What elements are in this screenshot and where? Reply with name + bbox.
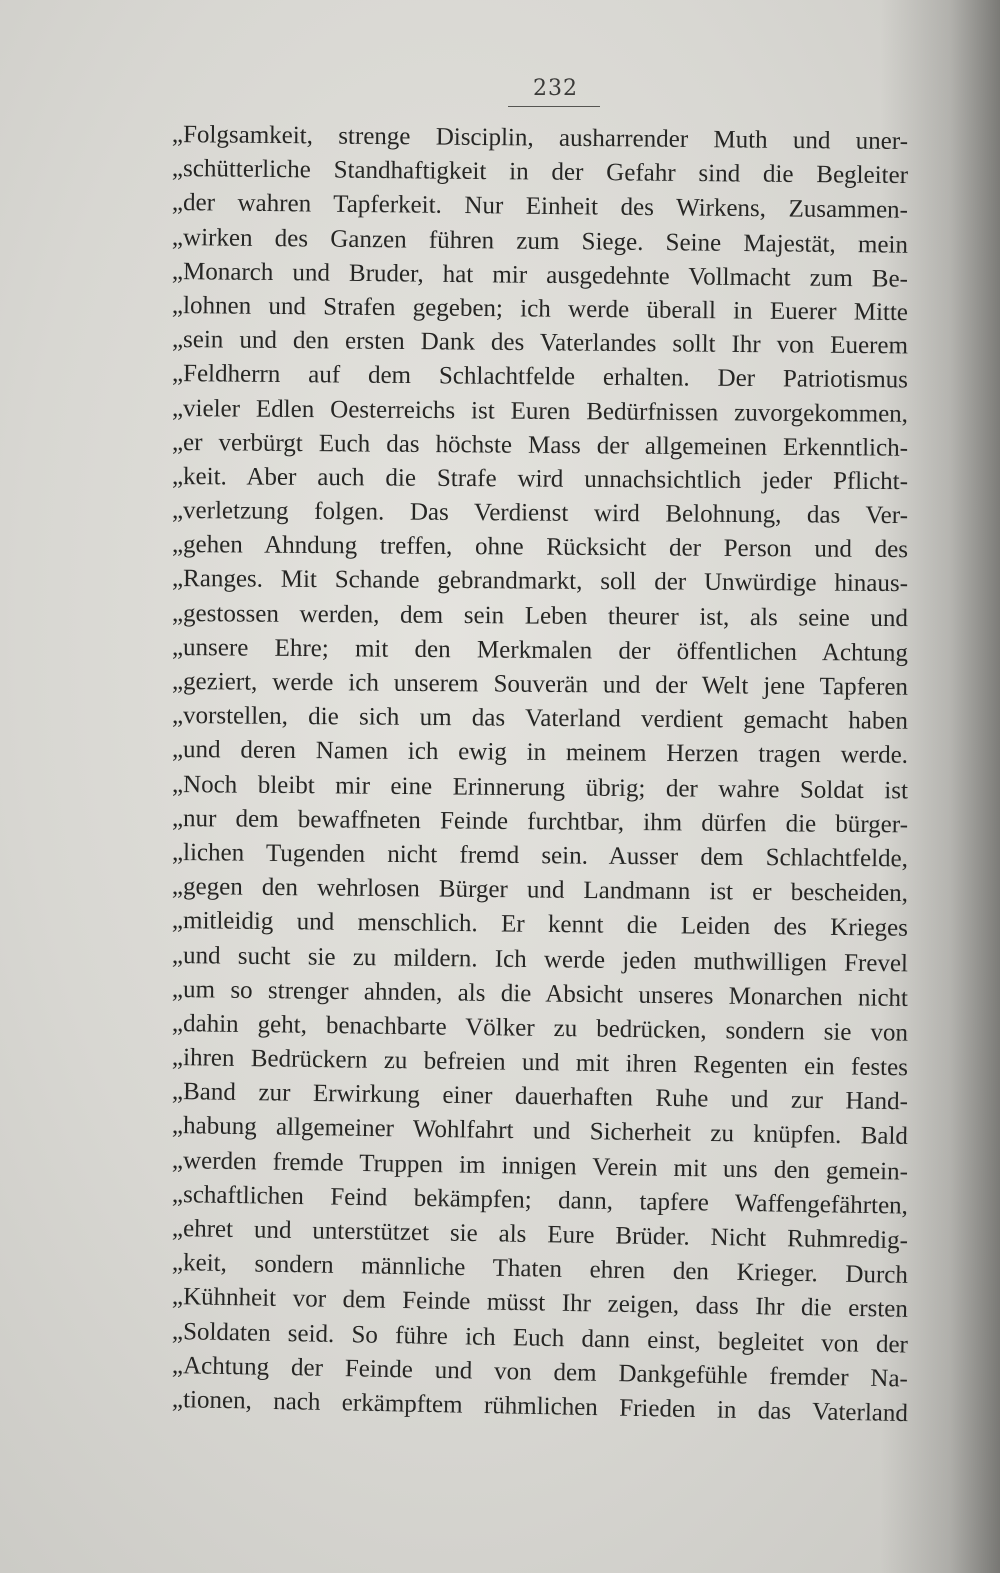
text-line: „gegen den wehrlosen Bürger und Landmann ist er bescheiden, xyxy=(171,873,909,908)
text-line: „Soldaten seid. So führe ich Euch dann einst, begleitet von der xyxy=(171,1317,909,1359)
page-number: 232 xyxy=(533,76,578,101)
text-line: „lichen Tugenden nicht fremd sein. Ausser dem Schlachtfelde, xyxy=(171,838,909,873)
text-line: „verletzung folgen. Das Verdienst wird Belohnung, das Ver- xyxy=(171,497,909,530)
text-line: „gestossen werden, dem sein Leben theurer ist, als seine und xyxy=(171,599,909,632)
text-line: „ehret und unterstützet sie als Eure Brüder. Nicht Ruhmredig- xyxy=(171,1215,909,1255)
text-line: „sein und den ersten Dank des Vaterlandes sollt Ihr von Euerem xyxy=(171,326,909,360)
text-line: „Achtung der Feinde und von dem Dankgefühle fremder Na- xyxy=(171,1351,909,1393)
text-line: „mitleidig und menschlich. Er kennt die Leiden des Krieges xyxy=(171,907,909,943)
text-line: „gehen Ahndung treffen, ohne Rücksicht der Person und des xyxy=(171,531,909,564)
text-line: „keit, sondern männliche Thaten ehren den Krieger. Durch xyxy=(171,1249,909,1290)
text-line: „und deren Namen ich ewig in meinem Herzen tragen werde. xyxy=(171,736,909,770)
text-line: „schütterliche Standhaftigkeit in der Gefahr sind die Begleiter xyxy=(171,155,909,190)
text-line: „tionen, nach erkämpftem rühmlichen Frieden in das Vaterland xyxy=(171,1385,909,1428)
text-line: „geziert, werde ich unserem Souverän und der Welt jene Tapferen xyxy=(171,668,909,701)
text-line: „Monarch und Bruder, hat mir ausgedehnte Vollmacht zum Be- xyxy=(171,257,909,293)
text-line: „Ranges. Mit Schande gebrandmarkt, soll der Unwürdige hinaus- xyxy=(171,565,909,598)
text-line: „der wahren Tapferkeit. Nur Einheit des Wirkens, Zusammen- xyxy=(171,189,909,225)
body-text xyxy=(171,118,909,1428)
text-line: „Noch bleibt mir eine Erinnerung übrig; der wahre Soldat ist xyxy=(171,770,909,804)
text-line: „werden fremde Truppen im innigen Verein mit uns den gemein- xyxy=(171,1146,909,1186)
text-line: „unsere Ehre; mit den Merkmalen der öffentlichen Achtung xyxy=(171,633,909,667)
text-line: „Feldherrn auf dem Schlachtfelde erhalten. Der Patriotismus xyxy=(171,360,909,394)
text-line: „vieler Edlen Oesterreichs ist Euren Bedürfnissen zuvorgekommen, xyxy=(171,394,909,428)
page-number-rule xyxy=(508,106,600,107)
text-line: „vorstellen, die sich um das Vaterland verdient gemacht haben xyxy=(171,702,909,735)
text-line: „lohnen und Strafen gegeben; ich werde überall in Euerer Mitte xyxy=(171,291,909,327)
text-line: „Folgsamkeit, strenge Disciplin, ausharrender Muth und uner- xyxy=(171,121,909,156)
text-line: „ihren Bedrückern zu befreien und mit ihren Regenten ein festes xyxy=(171,1044,909,1082)
text-line: „Kühnheit vor dem Feinde müsst Ihr zeigen, dass Ihr die ersten xyxy=(171,1283,909,1324)
text-line: „habung allgemeiner Wohlfahrt und Sicherheit zu knüpfen. Bald xyxy=(171,1112,909,1151)
text-line: „dahin geht, benachbarte Völker zu bedrücken, sondern sie von xyxy=(171,1009,909,1047)
text-line: „wirken des Ganzen führen zum Siege. Seine Majestät, mein xyxy=(171,223,909,259)
text-line: „und sucht sie zu mildern. Ich werde jeden muthwilligen Frevel xyxy=(171,941,909,977)
text-line: „nur dem bewaffneten Feinde furchtbar, ihm dürfen die bürger- xyxy=(171,804,909,839)
text-line: „um so strenger ahnden, als die Absicht unseres Monarchen nicht xyxy=(171,975,909,1012)
text-line: „schaftlichen Feind bekämpfen; dann, tapfere Waffengefährten, xyxy=(171,1180,909,1220)
text-line: „er verbürgt Euch das höchste Mass der allgemeinen Erkenntlich- xyxy=(171,428,909,462)
text-line: „keit. Aber auch die Strafe wird unnachsichtlich jeder Pflicht- xyxy=(171,462,909,496)
text-line: „Band zur Erwirkung einer dauerhaften Ruhe und zur Hand- xyxy=(171,1078,909,1116)
